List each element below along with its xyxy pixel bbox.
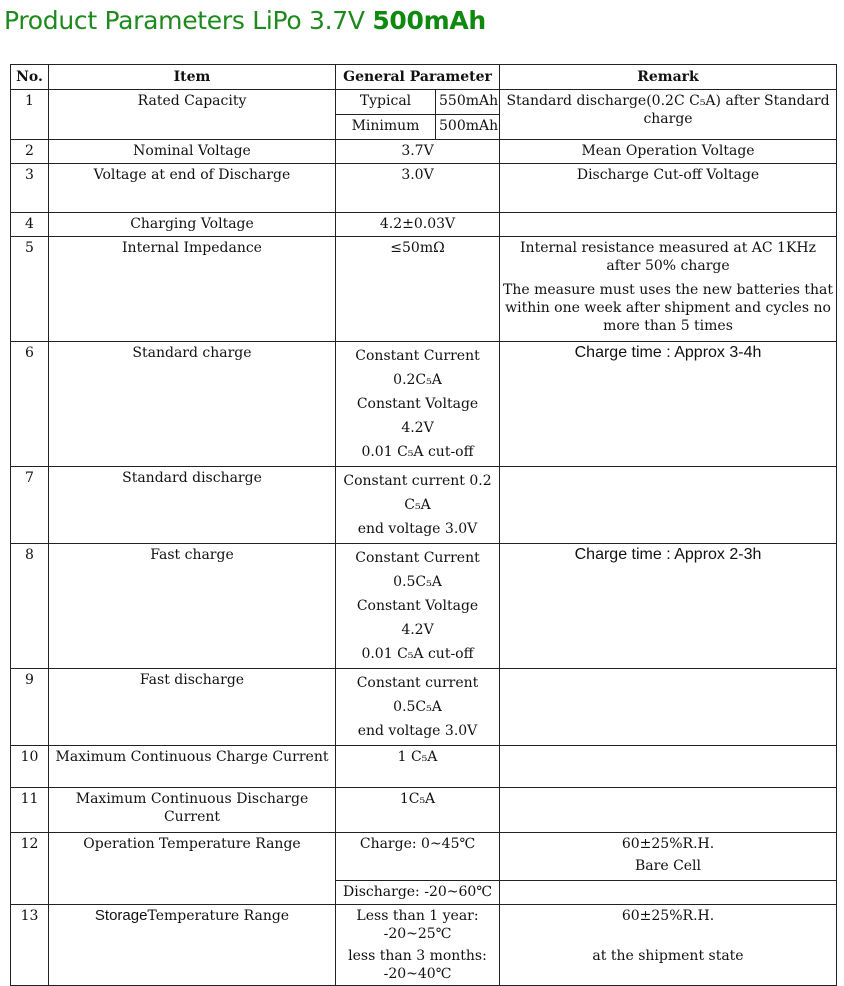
row-item: Fast charge xyxy=(49,544,336,669)
row-remark: Charge time : Approx 3-4h xyxy=(500,342,837,467)
title-prefix: Product Parameters LiPo 3.7V xyxy=(4,6,365,35)
param-line: Constant Voltage 4.2V xyxy=(356,598,479,638)
row-item: Internal Impedance xyxy=(49,237,336,342)
row-number: 6 xyxy=(11,342,49,467)
row-number: 5 xyxy=(11,237,49,342)
item-part-a: Storage xyxy=(94,907,148,924)
table-row xyxy=(11,164,837,213)
param-line: Constant Current 0.5C₅A xyxy=(355,550,480,590)
row-number: 11 xyxy=(11,788,49,833)
header-item: Item xyxy=(49,65,336,90)
row-remark xyxy=(500,833,837,881)
minimum-value: 500mAh xyxy=(436,115,500,140)
remark-condition: The measure must uses the new batteries that within one week after shipment and cycles no more than 5 times xyxy=(503,282,833,334)
header-no: No. xyxy=(11,65,49,90)
param-line: Constant Current 0.2C₅A xyxy=(355,348,480,388)
remark-humidity: 60±25%R.H. xyxy=(621,836,715,852)
header-remark: Remark xyxy=(500,65,837,90)
row-item: Nominal Voltage xyxy=(49,140,336,164)
param-charge-temp: Charge: 0~45℃ xyxy=(336,833,500,881)
row-parameter xyxy=(336,467,500,544)
param-line: 0.01 C₅A cut-off xyxy=(361,444,474,460)
table-row xyxy=(11,746,837,788)
row-remark xyxy=(500,213,837,237)
param-discharge-temp: Discharge: -20~60℃ xyxy=(336,881,500,905)
minimum-label: Minimum xyxy=(336,115,436,140)
row-number: 10 xyxy=(11,746,49,788)
table-row xyxy=(11,467,837,544)
row-remark-empty xyxy=(500,881,837,905)
typical-label: Typical xyxy=(336,90,436,115)
row-number: 3 xyxy=(11,164,49,213)
table-row xyxy=(11,669,837,746)
param-line: Constant current 0.5C₅A xyxy=(356,675,479,715)
row-parameter: 3.7V xyxy=(336,140,500,164)
title-capacity: 500mAh xyxy=(372,6,486,35)
row-remark xyxy=(500,746,837,788)
table-row xyxy=(11,544,837,669)
table-row xyxy=(11,788,837,833)
row-remark xyxy=(500,467,837,544)
remark-measurement: Internal resistance measured at AC 1KHz after 50% charge xyxy=(520,240,816,274)
row-parameter xyxy=(336,544,500,669)
table-row xyxy=(11,833,837,881)
row-item: Standard charge xyxy=(49,342,336,467)
row-item: Charging Voltage xyxy=(49,213,336,237)
table-row xyxy=(11,140,837,164)
row-item: Voltage at end of Discharge xyxy=(49,164,336,213)
table-row xyxy=(11,90,837,115)
row-item: Fast discharge xyxy=(49,669,336,746)
row-parameter: 1 C₅A xyxy=(336,746,500,788)
table-row xyxy=(11,213,837,237)
header-parameter: General Parameter xyxy=(336,65,500,90)
row-remark xyxy=(500,669,837,746)
row-item xyxy=(49,905,336,986)
param-line: less than 3 months: -20~40℃ xyxy=(348,948,487,982)
row-number: 1 xyxy=(11,90,49,140)
table-row xyxy=(11,905,837,986)
param-line: Constant current 0.2 C₅A xyxy=(343,473,492,513)
row-remark: Mean Operation Voltage xyxy=(500,140,837,164)
row-item: Maximum Continuous Discharge Current xyxy=(49,788,336,833)
remark-shipment: at the shipment state xyxy=(592,948,744,964)
row-item: Operation Temperature Range xyxy=(49,833,336,905)
row-parameter: 3.0V xyxy=(336,164,500,213)
row-parameter: 4.2±0.03V xyxy=(336,213,500,237)
item-part-b: Temperature Range xyxy=(147,908,290,924)
row-item: Standard discharge xyxy=(49,467,336,544)
param-line: 0.01 C₅A cut-off xyxy=(361,646,474,662)
row-parameter: ≤50mΩ xyxy=(336,237,500,342)
param-line: Less than 1 year: -20~25℃ xyxy=(356,908,479,942)
row-remark: Standard discharge(0.2C C₅A) after Standard charge xyxy=(500,90,837,140)
table-row xyxy=(11,342,837,467)
row-remark xyxy=(500,788,837,833)
row-item: Rated Capacity xyxy=(49,90,336,140)
typical-value: 550mAh xyxy=(436,90,500,115)
table-row xyxy=(11,237,837,342)
row-parameter xyxy=(336,905,500,986)
header-row xyxy=(11,65,837,90)
row-item: Maximum Continuous Charge Current xyxy=(49,746,336,788)
row-parameter: 1C₅A xyxy=(336,788,500,833)
row-parameter xyxy=(336,342,500,467)
row-number: 9 xyxy=(11,669,49,746)
page-title xyxy=(4,6,486,35)
row-number: 7 xyxy=(11,467,49,544)
row-remark xyxy=(500,905,837,986)
parameters-table xyxy=(10,64,837,986)
param-line: Constant Voltage 4.2V xyxy=(356,396,479,436)
row-number: 8 xyxy=(11,544,49,669)
row-number: 2 xyxy=(11,140,49,164)
remark-bare-cell: Bare Cell xyxy=(635,858,702,874)
row-remark: Discharge Cut-off Voltage xyxy=(500,164,837,213)
row-number: 12 xyxy=(11,833,49,905)
param-line: end voltage 3.0V xyxy=(357,723,478,739)
row-number: 4 xyxy=(11,213,49,237)
param-line: end voltage 3.0V xyxy=(357,521,478,537)
row-number: 13 xyxy=(11,905,49,986)
row-remark: Charge time : Approx 2-3h xyxy=(500,544,837,669)
row-parameter xyxy=(336,669,500,746)
row-remark xyxy=(500,237,837,342)
remark-humidity: 60±25%R.H. xyxy=(621,908,715,924)
